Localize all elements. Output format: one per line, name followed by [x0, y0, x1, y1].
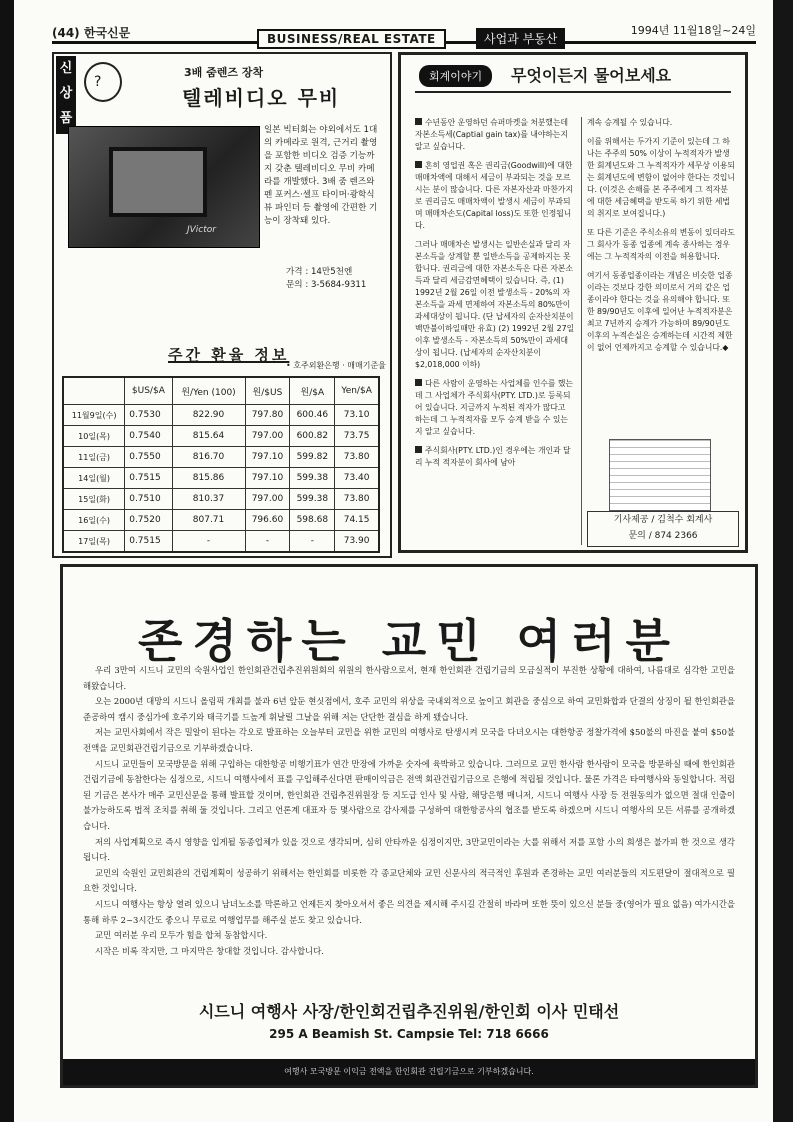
table-cell: 796.60: [245, 510, 290, 531]
qa-text: 주식회사(PTY. LTD.)인 경우에는 개인과 달리 누적 적자분이 회사에 남아: [415, 446, 571, 467]
table-row: [63, 510, 379, 531]
qa-paragraph: 이를 위해서는 두가지 기준이 있는데 그 하나는 주주의 50% 이상이 누적적자가 발생한 회계년도와 그 누적적자가 세무상 이용되는 회계년도에 변함이 없어야 한다는 것입니다. (이것은 손해를 본 주주에게 그 적자분에 대한 세금혜택을 받도록 하기 위한 세법의 취지로 보여집니다.): [587, 137, 735, 218]
qa-paragraph: [415, 117, 575, 153]
notice-paragraph: 저의 사업계획으로 즉시 영향을 입게될 동종업체가 있을 것으로 생각되며, 심히 안타까운 심정이지만, 3만교민이라는 大를 위해서 저를 포함 小의 희생은 불가피 한 것으로 생각됩니다.: [83, 836, 735, 863]
column-header: Yen/$A: [335, 377, 379, 405]
new-product-badge: [56, 56, 76, 134]
table-cell: 0.7520: [125, 510, 172, 531]
table-cell: 0.7540: [125, 426, 172, 447]
table-row: [63, 468, 379, 489]
table-row: [63, 405, 379, 426]
product-contact: 문의 : 3-5684-9311: [286, 280, 367, 290]
notice-paragraph: 저는 교민사회에서 작은 밀알이 된다는 각오로 발표하는 오늘부터 교민을 위한 교민의 여행사로 탄생시켜 모국을 다녀오시는 대한항공 정찰가격에 $50불의 마진을 붙여 $50불 전액을 교민회관건립기금으로 기부하겠습니다.: [83, 727, 735, 753]
table-cell: 816.70: [172, 447, 245, 468]
table-cell: 11일(금): [63, 447, 125, 468]
product-description: 일본 빅터회는 야외에서도 1대의 카메라로 원격, 근거리 촬영을 포함한 비디오 검증 기능까지 갖춘 텔레비디오 무비 카메라를 개발했다. 3배 줌 렌즈와 펜 포커스·셀프 타이머·광학식 뷰 파인더 등 촬영에 간편한 기능이 장착돼 있다.: [264, 125, 378, 226]
table-cell: 16일(수): [63, 510, 125, 531]
table-cell: 815.64: [172, 426, 245, 447]
table-cell: 0.7550: [125, 447, 172, 468]
qa-paragraph: 여기서 동종업종이라는 개념은 비슷한 업종이라는 것보다 강한 의미로서 거의 같은 업종이라야 한다는 것을 유의해야 합니다. 또한 89/90년도 이후에 일어난 누적적자분은 최고 7년까지 승계가 가능하며 89/90년도 이후의 누적손실은 승계하는데 시간적 제한이 없어 언제까지고 승계할 수 있습니다.◆: [587, 271, 733, 352]
table-row: [63, 489, 379, 510]
qa-paragraph: [415, 378, 575, 438]
product-and-exchange-box: [52, 52, 392, 558]
qa-text: 수년동안 운영하던 슈퍼마켓을 처분했는데 자본소득세(Captial gain tax)를 내야하는지 알고 싶습니다.: [415, 118, 569, 151]
table-cell: 0.7515: [125, 468, 172, 489]
notice-advertisement: [60, 564, 758, 1088]
table-cell: 73.40: [335, 468, 379, 489]
table-cell: 17일(목): [63, 531, 125, 553]
table-cell: 599.38: [290, 489, 335, 510]
table-cell: 797.10: [245, 468, 290, 489]
product-price-block: [286, 266, 366, 292]
table-cell: -: [245, 531, 290, 553]
qa-text: 흔히 영업권 혹은 권리금(Goodwill)에 대한 매매차액에 대해서 세금이 부과되는 것을 모르시는 분이 많습니다. 다른 자본자산과 마찬가지로 권리금도 매매차액이 발생시 세금이 부과되며 매매차손도(Capital loss)도 또한 인정됩니다.: [415, 161, 573, 230]
badge-char: 상: [59, 86, 73, 101]
qa-title: 무엇이든지 물어보세요: [511, 66, 672, 85]
badge-char: 신: [59, 61, 73, 76]
notice-paragraph: 오는 2000년 대망의 시드니 올림픽 개최를 불과 6년 앞둔 현싯점에서, 호주 교민의 위상을 국내외적으로 높이고 회관을 중심으로 하여 교민화합과 단결의 상징이 될 한인회관을 준공하여 캠시 중심가에 호주기와 태극기를 드높게 휘날릴 그날을 위해 저는 단단한 결심을 하게 됐습니다.: [83, 696, 735, 722]
table-cell: 0.7515: [125, 531, 172, 553]
table-cell: 15일(화): [63, 489, 125, 510]
table-cell: 73.75: [335, 426, 379, 447]
table-cell: 807.71: [172, 510, 245, 531]
table-cell: 815.86: [172, 468, 245, 489]
column-divider: [581, 117, 582, 545]
qa-paragraph: [415, 445, 575, 469]
column-header: 원/$US: [245, 377, 290, 405]
qa-left-column: [415, 117, 575, 476]
table-row: [63, 531, 379, 553]
credit-box: [587, 511, 739, 547]
page-edge-right: [773, 0, 793, 1122]
qa-paragraph: 또 다른 기준은 주식소유의 변동이 있더라도 그 회사가 동종 업종에 계속 종사하는 경우에는 그 누적적자의 이전을 허용합니다.: [587, 228, 735, 261]
table-cell: 0.7510: [125, 489, 172, 510]
question-marker-icon: [415, 118, 422, 125]
table-cell: -: [290, 531, 335, 553]
mascot-face-icon: ?: [94, 74, 102, 90]
answer-marker-icon: [415, 161, 422, 168]
table-cell: -: [172, 531, 245, 553]
qa-text: 그러나 매매차손 발생시는 일반손실과 달리 자본소득을 상계할 뿐 일반소득을 공제하지는 못합니다. 권리금에 대한 자본소득은 다른 자본소득과 달리 세금감면혜택이 있습니다. 즉, (1) 1992년 2월 26일 이전 발생소득 - 20%의 자본소득을 과세 면제하여 자본소득의 80%만이 과세대상이 됩니다. (단 납세자의 순자산치분이 백만불이하일때만 유효) (2) 1992년 2월 27일 이후 발생소득 - 자본소득의 50%만이 과세대상이 됩니다. (납세자의 순자산치분이 $2,018,000 이하): [415, 240, 575, 369]
qa-tag: 회계이야기: [419, 65, 492, 87]
calculator-illustration: [609, 439, 711, 511]
table-cell: 74.15: [335, 510, 379, 531]
qa-text: 다른 사람이 운영하는 사업체를 인수를 했는데 그 사업체가 주식회사(PTY. LTD.)로 등록되어 있습니다. 지금까지 누적된 적자가 많다고 하는데 그 누적적자를 모두 승계 받을 수 있는지 알고 싶습니다.: [415, 379, 573, 436]
qa-rule: [415, 91, 731, 93]
page-header: [52, 18, 756, 48]
table-cell: 797.10: [245, 447, 290, 468]
column-header: 원/Yen (100): [172, 377, 245, 405]
camera-brand: JVictor: [187, 225, 216, 235]
accounting-qa-box: [398, 52, 748, 553]
table-cell: 598.68: [290, 510, 335, 531]
table-header-row: [63, 377, 379, 405]
section-title-en: BUSINESS/REAL ESTATE: [257, 29, 446, 49]
product-subtitle: 3배 줌렌즈 장착: [184, 66, 264, 79]
notice-paragraph: 교민 여러분 우리 모두가 힘을 합쳐 동참합시다.: [95, 930, 268, 941]
column-header: 원/$A: [290, 377, 335, 405]
table-cell: 11월9일(수): [63, 405, 125, 426]
qa-paragraph: 계속 승계될 수 있습니다.: [587, 118, 673, 127]
qa-paragraph: [415, 239, 575, 371]
issue-date: 1994년 11월18일~24일: [630, 24, 756, 37]
credit-contact: 문의 / 874 2366: [628, 531, 698, 541]
table-cell: 10일(목): [63, 426, 125, 447]
notice-body: [83, 663, 735, 959]
table-cell: 14일(월): [63, 468, 125, 489]
product-price: 가격 : 14만5천엔: [286, 267, 353, 277]
qa-right-column: [587, 117, 735, 361]
notice-footer-bar: 여행사 모국방문 이익금 전액을 한인회관 건립기금으로 기부하겠습니다.: [63, 1059, 755, 1085]
table-cell: 0.7530: [125, 405, 172, 426]
answer-marker-icon: [415, 446, 422, 453]
page-edge-left: [0, 0, 14, 1122]
camera-screen: [109, 147, 207, 217]
section-title-kr: 사업과 부동산: [476, 28, 565, 49]
table-cell: 73.80: [335, 447, 379, 468]
table-row: [63, 426, 379, 447]
notice-title: 존경하는 교민 여러분: [138, 614, 680, 668]
notice-address: 295 A Beamish St. Campsie Tel: 718 6666: [269, 1027, 549, 1041]
page-label: (44) 한국신문: [52, 26, 131, 40]
table-row: [63, 447, 379, 468]
exchange-source: • 호주외환은행 · 매매기준율: [286, 361, 386, 370]
table-cell: 73.90: [335, 531, 379, 553]
table-cell: 810.37: [172, 489, 245, 510]
notice-signature: 시드니 여행사 사장/한인회건립추진위원/한인회 이사 민태선: [198, 1002, 620, 1021]
notice-paragraph: 우리 3만여 시드니 교민의 숙원사업인 한인회관건립추진위원회의 위원의 한사람으로서, 현재 한인회관 건립기금의 모금실적이 부진한 상황에 대하여, 나름대로 심각한 고민을 해왔습니다.: [83, 665, 735, 691]
column-header: [63, 377, 125, 405]
exchange-table: [62, 376, 380, 553]
table-cell: 73.10: [335, 405, 379, 426]
table-cell: 600.82: [290, 426, 335, 447]
badge-char: 품: [59, 111, 73, 126]
table-cell: 822.90: [172, 405, 245, 426]
notice-paragraph: 시작은 비록 작지만, 그 마지막은 창대할 것입니다. 감사합니다.: [95, 945, 324, 956]
table-cell: 797.80: [245, 405, 290, 426]
table-cell: 599.38: [290, 468, 335, 489]
notice-paragraph: 교민의 숙원인 교민회관의 건립계획이 성공하기 위해서는 한인회를 비롯한 각 종교단체와 교민 신문사의 적극적인 후원과 존경하는 교민 여러분들의 지도편달이 절대적으로 필요한 것입니다.: [83, 867, 735, 894]
table-cell: 600.46: [290, 405, 335, 426]
camera-photo: [68, 126, 260, 248]
table-cell: 797.00: [245, 426, 290, 447]
exchange-title: 주간 환율 정보: [168, 346, 290, 364]
question-marker-icon: [415, 379, 422, 386]
notice-paragraph: 시드니 여행사는 항상 열려 있으니 남녀노소를 막론하고 언제든지 찾아오셔서 좋은 의견을 제시해 주시길 간절히 바라며 또한 뜻이 있으신 분들 중(영어가 필요 없음) 여가시간을 통해 하루 2~3시간도 좋으니 무료로 여행업무를 해주실 분도 찾고 있습니다.: [83, 898, 735, 925]
column-header: $US/$A: [125, 377, 172, 405]
table-cell: 73.80: [335, 489, 379, 510]
notice-paragraph: 시드니 교민들이 모국방문을 위해 구입하는 대한항공 비행기표가 연간 만장에 가까운 숫자에 육박하고 있습니다. 그러므로 교민 한사람 한사람이 모국을 방문하실 때에 한인회관 건립기금에 동참한다는 심정으로, 시드니 여행사에서 표를 구입해주신다면 판매이익금은 전액 회관건립기금으로 은행에 적립될 것입니다. 물론 가격은 타여행사와 동일합니다. 적립된 기금은 본사가 매주 교민신문을 통해 발표할 것이며, 한인회관 건립추진위원장 등 지도급 인사 및 사람, 해당은행 매니저, 시드니 여행사 사장 등 전원동의가 없으면 절대 인출이 불가능하도록 법적 조치를 취해 둘 것입니다. 그리고 언론계 대표자 등 몇사람으로 감사제를 구성하여 대한항공사의 협조를 받도록 하겠으며 시드니 여행사의 모든 서류를 공개하겠습니다.: [83, 758, 735, 831]
table-cell: 599.82: [290, 447, 335, 468]
mascot-icon: [84, 62, 122, 102]
qa-paragraph: [415, 160, 575, 232]
credit-author: 기사제공 / 김척수 회계사: [613, 515, 713, 525]
table-cell: 797.00: [245, 489, 290, 510]
product-title: 텔레비디오 무비: [182, 86, 341, 110]
